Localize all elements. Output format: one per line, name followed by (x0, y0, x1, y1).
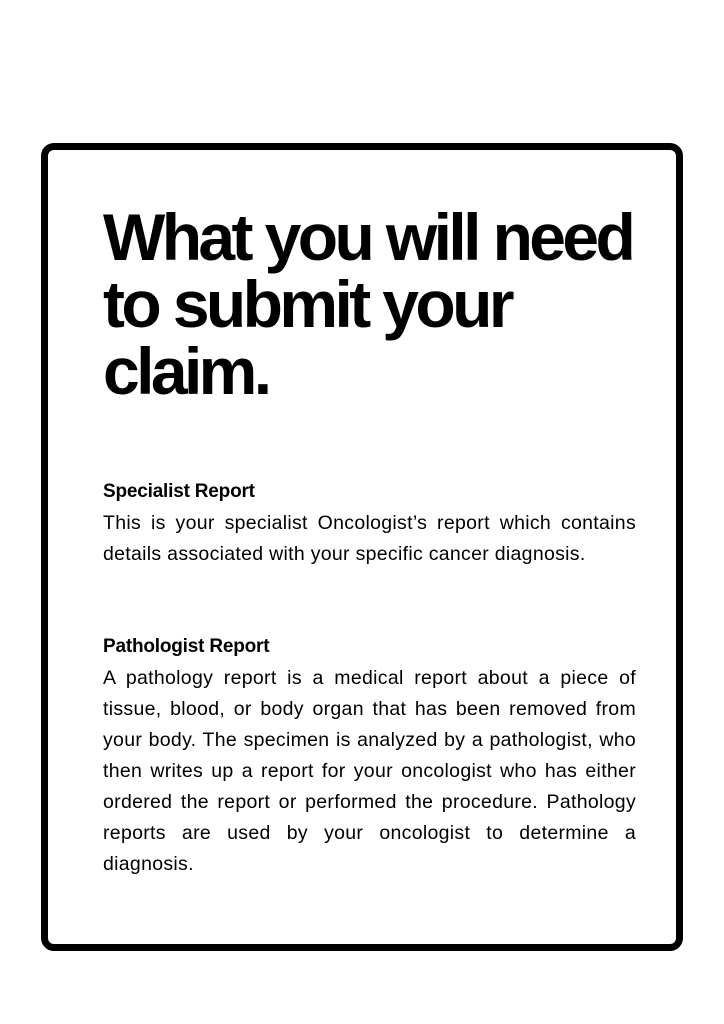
pathologist-report-section (103, 635, 636, 880)
section-heading: Specialist Report (103, 481, 255, 502)
section-heading: Pathologist Report (103, 636, 270, 657)
page-title: What you will need to submit your claim. (103, 200, 633, 408)
specialist-report-section (103, 480, 636, 570)
section-body: This is your specialist Oncologist’s report which contains details associated with your specific cancer diagnosis. (103, 512, 636, 565)
section-body: A pathology report is a medical report about a piece of tissue, blood, or body organ that has been removed from your body. The specimen is analyzed by a pathologist, who then writes up a report for your oncologist who has either ordered the report or performed the procedure. Pathology reports are used by your oncologist to determine a diagnosis. (103, 667, 636, 875)
